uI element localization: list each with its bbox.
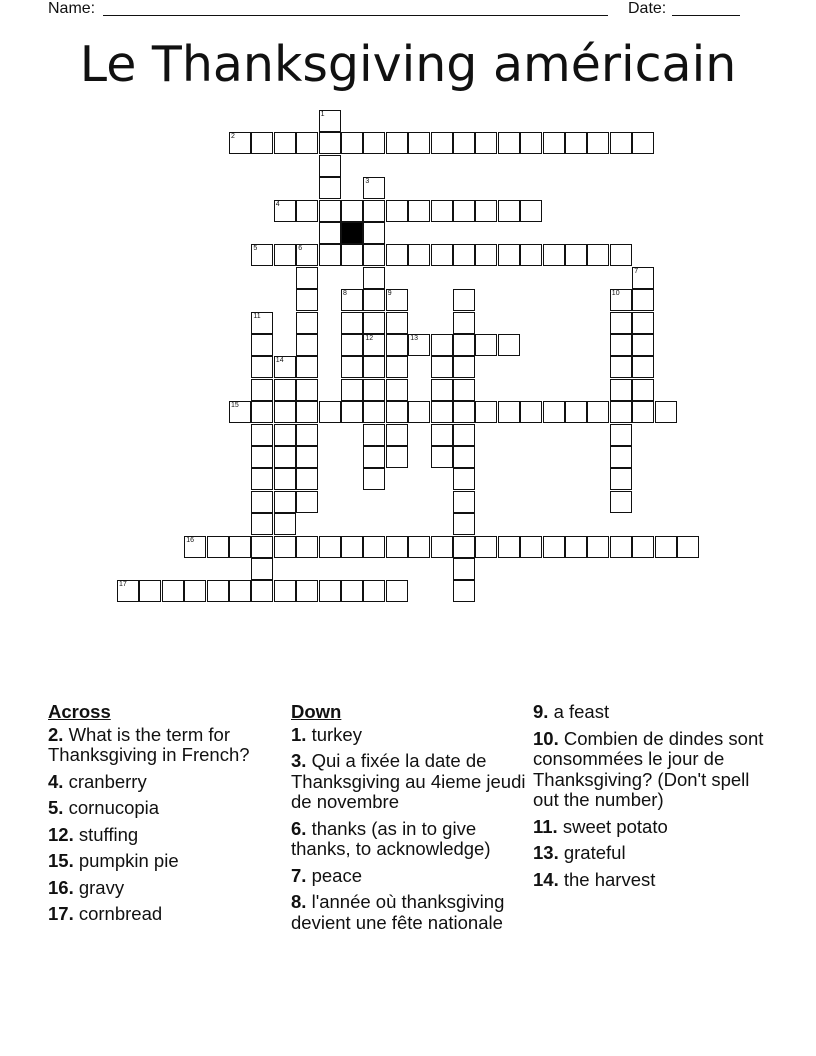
crossword-cell[interactable]: [453, 401, 475, 423]
crossword-cell[interactable]: [251, 580, 273, 602]
across-clues: [48, 702, 283, 931]
crossword-cell[interactable]: [453, 513, 475, 535]
crossword-cell[interactable]: [251, 356, 273, 378]
crossword-cell[interactable]: [386, 356, 408, 378]
crossword-cell[interactable]: [655, 401, 677, 423]
across-clue: [48, 878, 283, 899]
crossword-cell[interactable]: [296, 334, 318, 356]
crossword-cell[interactable]: [453, 491, 475, 513]
crossword-cell[interactable]: [475, 536, 497, 558]
crossword-cell[interactable]: [296, 379, 318, 401]
across-clue: [48, 851, 283, 872]
clue-number-label: 4.: [48, 770, 64, 792]
crossword-cell[interactable]: [520, 401, 542, 423]
crossword-cell[interactable]: [498, 200, 520, 222]
crossword-cell[interactable]: [677, 536, 699, 558]
crossword-cell[interactable]: [363, 312, 385, 334]
crossword-cell[interactable]: [386, 424, 408, 446]
clue-number: 7: [634, 267, 639, 275]
crossword-cell[interactable]: [453, 200, 475, 222]
crossword-cell[interactable]: [296, 491, 318, 513]
crossword-cell[interactable]: [184, 536, 206, 558]
crossword-cell[interactable]: [520, 536, 542, 558]
down-clue: [291, 751, 529, 813]
crossword-cell[interactable]: [655, 536, 677, 558]
crossword-cell[interactable]: [341, 356, 363, 378]
crossword-cell[interactable]: [610, 401, 632, 423]
crossword-cell[interactable]: [453, 312, 475, 334]
clue-number: 17: [119, 581, 127, 589]
crossword-cell[interactable]: [453, 558, 475, 580]
crossword-cell[interactable]: [251, 468, 273, 490]
crossword-cell[interactable]: [341, 200, 363, 222]
crossword-cell[interactable]: [453, 334, 475, 356]
crossword-cell[interactable]: [296, 267, 318, 289]
crossword-cell[interactable]: [274, 491, 296, 513]
crossword-cell[interactable]: [251, 334, 273, 356]
clue-text: gravy: [73, 876, 125, 898]
clue-text: thanks (as in to give thanks, to acknowledge): [291, 817, 491, 859]
crossword-cell[interactable]: [274, 513, 296, 535]
crossword-cell[interactable]: [251, 379, 273, 401]
crossword-cell[interactable]: [453, 132, 475, 154]
crossword-cell[interactable]: [386, 334, 408, 356]
clue-number-label: 6.: [291, 817, 307, 839]
crossword-cell[interactable]: [520, 200, 542, 222]
black-square: [341, 222, 363, 244]
crossword-cell[interactable]: [543, 132, 565, 154]
crossword-cell[interactable]: [363, 446, 385, 468]
clue-text: Qui a fixée la date de Thanksgiving au 4ieme jeudi de novembre: [291, 750, 526, 812]
crossword-cell[interactable]: [431, 379, 453, 401]
down-clue: [291, 819, 529, 860]
clue-number-label: 15.: [48, 850, 74, 871]
clue-number: 10: [611, 290, 620, 298]
crossword-cell[interactable]: [251, 401, 273, 423]
down-heading: Down: [291, 701, 342, 722]
crossword-cell[interactable]: [520, 132, 542, 154]
clue-number: 6: [298, 245, 303, 253]
crossword-cell[interactable]: [453, 244, 475, 266]
date-label: Date:: [628, 0, 667, 17]
crossword-cell[interactable]: [453, 580, 475, 602]
crossword-cell[interactable]: [251, 424, 273, 446]
crossword-cell[interactable]: [632, 379, 654, 401]
crossword-cell[interactable]: [453, 536, 475, 558]
crossword-cell[interactable]: [431, 401, 453, 423]
crossword-cell[interactable]: [296, 424, 318, 446]
crossword-cell[interactable]: [610, 244, 632, 266]
crossword-cell[interactable]: [431, 446, 453, 468]
down-clue: [533, 729, 773, 811]
crossword-cell[interactable]: [341, 334, 363, 356]
clue-number: 8: [343, 290, 347, 298]
crossword-cell[interactable]: [363, 468, 385, 490]
crossword-cell[interactable]: [475, 200, 497, 222]
crossword-cell[interactable]: [296, 200, 318, 222]
crossword-cell[interactable]: [453, 468, 475, 490]
crossword-cell[interactable]: [587, 132, 609, 154]
crossword-cell[interactable]: [363, 379, 385, 401]
crossword-cell[interactable]: [408, 334, 430, 356]
crossword-cell[interactable]: [251, 491, 273, 513]
crossword-cell[interactable]: [610, 356, 632, 378]
crossword-cell[interactable]: [319, 244, 341, 266]
crossword-cell[interactable]: [565, 244, 587, 266]
clue-number: 3: [365, 178, 370, 186]
crossword-cell[interactable]: [184, 580, 206, 602]
crossword-cell[interactable]: [341, 536, 363, 558]
crossword-cell[interactable]: [251, 244, 273, 266]
clue-number-label: 17.: [48, 903, 74, 924]
crossword-cell[interactable]: [296, 356, 318, 378]
crossword-cell[interactable]: [363, 580, 385, 602]
clue-number: 5: [253, 245, 258, 253]
crossword-cell[interactable]: [363, 132, 385, 154]
clue-text: the harvest: [558, 868, 656, 890]
clue-number: 13: [410, 335, 418, 342]
crossword-cell[interactable]: [565, 536, 587, 558]
down-clue: [533, 817, 773, 838]
crossword-cell[interactable]: [341, 289, 363, 311]
down-clue: [291, 866, 529, 887]
crossword-cell[interactable]: [229, 401, 251, 423]
crossword-cell[interactable]: [632, 536, 654, 558]
clue-number-label: 11.: [533, 815, 558, 837]
crossword-cell[interactable]: [408, 536, 430, 558]
crossword-cell[interactable]: [363, 536, 385, 558]
crossword-cell[interactable]: [408, 200, 430, 222]
clue-number: 15: [231, 402, 239, 410]
crossword-cell[interactable]: [431, 132, 453, 154]
clue-text: turkey: [306, 723, 362, 745]
crossword-cell[interactable]: [386, 446, 408, 468]
crossword-cell[interactable]: [632, 356, 654, 378]
crossword-cell[interactable]: [386, 132, 408, 154]
clue-number-label: 14.: [533, 868, 559, 890]
crossword-cell[interactable]: [453, 356, 475, 378]
crossword-cell[interactable]: [632, 312, 654, 334]
crossword-cell[interactable]: [319, 401, 341, 423]
crossword-cell[interactable]: [475, 401, 497, 423]
crossword-cell[interactable]: [610, 446, 632, 468]
clue-number: 11: [253, 312, 261, 320]
clue-number: 16: [186, 536, 194, 544]
crossword-cell[interactable]: [341, 132, 363, 154]
crossword-cell[interactable]: [341, 401, 363, 423]
crossword-cell[interactable]: [431, 356, 453, 378]
clue-number-label: 5.: [48, 797, 64, 818]
crossword-cell[interactable]: [162, 580, 184, 602]
crossword-cell[interactable]: [296, 289, 318, 311]
crossword-cell[interactable]: [363, 334, 385, 356]
crossword-cell[interactable]: [363, 200, 385, 222]
down-clue: [533, 702, 773, 723]
crossword-cell[interactable]: [587, 536, 609, 558]
clue-text: What is the term for Thanksgiving in French?: [48, 723, 250, 765]
crossword-cell[interactable]: [408, 132, 430, 154]
across-clue: [48, 772, 283, 793]
down-clue: [291, 725, 529, 746]
crossword-cell[interactable]: [251, 312, 273, 334]
crossword-cell[interactable]: [274, 580, 296, 602]
clue-number: 2: [231, 133, 235, 141]
crossword-cell[interactable]: [319, 155, 341, 177]
crossword-cell[interactable]: [431, 200, 453, 222]
page-title: Le Thanksgiving américain: [79, 36, 737, 93]
crossword-cell[interactable]: [296, 312, 318, 334]
clue-number: 9: [387, 290, 392, 298]
crossword-cell[interactable]: [207, 536, 229, 558]
crossword-cell[interactable]: [587, 244, 609, 266]
crossword-cell[interactable]: [386, 536, 408, 558]
across-clue: [48, 825, 283, 846]
clue-number: 4: [275, 200, 280, 208]
crossword-cell[interactable]: [274, 446, 296, 468]
crossword-cell[interactable]: [251, 513, 273, 535]
crossword-cell[interactable]: [431, 424, 453, 446]
crossword-cell[interactable]: [498, 401, 520, 423]
crossword-cell[interactable]: [386, 200, 408, 222]
clue-number-label: 9.: [533, 701, 549, 722]
crossword-cell[interactable]: [520, 244, 542, 266]
crossword-cell[interactable]: [251, 558, 273, 580]
crossword-cell[interactable]: [319, 177, 341, 199]
crossword-cell[interactable]: [296, 468, 318, 490]
crossword-cell[interactable]: [408, 401, 430, 423]
crossword-cell[interactable]: [319, 580, 341, 602]
crossword-cell[interactable]: [543, 244, 565, 266]
crossword-cell[interactable]: [386, 289, 408, 311]
crossword-cell[interactable]: [274, 379, 296, 401]
clue-text: cranberry: [63, 770, 147, 792]
crossword-cell[interactable]: [453, 289, 475, 311]
crossword-cell[interactable]: [565, 132, 587, 154]
clue-text: sweet potato: [557, 815, 668, 837]
crossword-cell[interactable]: [386, 244, 408, 266]
crossword-cell[interactable]: [274, 132, 296, 154]
crossword-cell[interactable]: [319, 200, 341, 222]
crossword-cell[interactable]: [498, 536, 520, 558]
across-heading: Across: [48, 701, 111, 722]
crossword-cell[interactable]: [632, 334, 654, 356]
crossword-cell[interactable]: [610, 424, 632, 446]
crossword-cell[interactable]: [251, 536, 273, 558]
clue-number-label: 2.: [48, 723, 64, 745]
crossword-cell[interactable]: [475, 244, 497, 266]
crossword-cell[interactable]: [363, 177, 385, 199]
crossword-cell[interactable]: [610, 334, 632, 356]
clue-text: a feast: [548, 701, 610, 722]
crossword-cell[interactable]: [229, 536, 251, 558]
clue-text: Combien de dindes sont consommées le jour de Thanksgiving? (Don't spell out the number): [533, 727, 764, 810]
crossword-cell[interactable]: [610, 379, 632, 401]
crossword-cell[interactable]: [587, 401, 609, 423]
crossword-cell[interactable]: [610, 132, 632, 154]
crossword-cell[interactable]: [475, 334, 497, 356]
down-clue: [533, 843, 773, 864]
clue-number: 12: [365, 335, 374, 342]
down-clues: [291, 702, 529, 939]
clue-number-label: 16.: [48, 876, 74, 898]
crossword-cell[interactable]: [475, 132, 497, 154]
down-clue: [533, 870, 773, 891]
clue-number: 14: [275, 357, 284, 365]
crossword-cell[interactable]: [610, 468, 632, 490]
crossword-cell[interactable]: [498, 334, 520, 356]
down-clues-continued: [533, 702, 773, 896]
crossword-cell[interactable]: [341, 379, 363, 401]
crossword-cell[interactable]: [363, 222, 385, 244]
crossword-cell[interactable]: [610, 536, 632, 558]
clue-number-label: 8.: [291, 891, 307, 912]
crossword-cell[interactable]: [363, 267, 385, 289]
crossword-cell[interactable]: [453, 424, 475, 446]
crossword-cell[interactable]: [274, 244, 296, 266]
clue-text: stuffing: [73, 823, 139, 845]
crossword-cell[interactable]: [296, 244, 318, 266]
crossword-cell[interactable]: [341, 580, 363, 602]
across-clue: [48, 904, 283, 925]
crossword-cell[interactable]: [117, 580, 139, 602]
crossword-cell[interactable]: [251, 132, 273, 154]
clue-number-label: 7.: [291, 864, 307, 886]
clue-text: cornucopia: [63, 797, 160, 818]
crossword-cell[interactable]: [274, 468, 296, 490]
crossword-cell[interactable]: [229, 580, 251, 602]
crossword-cell[interactable]: [386, 580, 408, 602]
down-clue: [291, 892, 529, 933]
crossword-cell[interactable]: [319, 222, 341, 244]
crossword-cell[interactable]: [386, 379, 408, 401]
crossword-cell[interactable]: [610, 289, 632, 311]
crossword-cell[interactable]: [386, 401, 408, 423]
crossword-cell[interactable]: [139, 580, 161, 602]
crossword-cell[interactable]: [296, 580, 318, 602]
crossword-cell[interactable]: [408, 244, 430, 266]
crossword-cell[interactable]: [296, 132, 318, 154]
crossword-cell[interactable]: [565, 401, 587, 423]
crossword-cell[interactable]: [296, 401, 318, 423]
crossword-cell[interactable]: [274, 536, 296, 558]
clue-number-label: 13.: [533, 842, 559, 863]
crossword-cell[interactable]: [363, 289, 385, 311]
crossword-cell[interactable]: [453, 379, 475, 401]
crossword-cell[interactable]: [274, 200, 296, 222]
crossword-cell[interactable]: [610, 312, 632, 334]
crossword-cell[interactable]: [274, 356, 296, 378]
clue-number-label: 3.: [291, 750, 307, 771]
name-label: Name:: [48, 0, 96, 17]
clue-text: cornbread: [73, 903, 163, 924]
crossword-cell[interactable]: [431, 244, 453, 266]
crossword-cell[interactable]: [363, 244, 385, 266]
crossword-cell[interactable]: [632, 267, 654, 289]
crossword-cell[interactable]: [274, 424, 296, 446]
across-clue: [48, 725, 283, 766]
crossword-cell[interactable]: [363, 401, 385, 423]
clue-text: peace: [306, 864, 362, 886]
crossword-cell[interactable]: [363, 424, 385, 446]
crossword-cell[interactable]: [386, 312, 408, 334]
clue-number-label: 12.: [48, 823, 74, 845]
crossword-cell[interactable]: [229, 132, 251, 154]
crossword-cell[interactable]: [363, 356, 385, 378]
crossword-cell[interactable]: [543, 536, 565, 558]
clue-text: l'année où thanksgiving devient une fête nationale: [291, 891, 505, 933]
crossword-cell[interactable]: [319, 110, 341, 132]
across-clue: [48, 798, 283, 819]
crossword-cell[interactable]: [319, 536, 341, 558]
crossword-cell[interactable]: [632, 289, 654, 311]
clue-text: pumpkin pie: [73, 850, 179, 871]
crossword-cell[interactable]: [296, 536, 318, 558]
crossword-cell[interactable]: [431, 334, 453, 356]
crossword-cell[interactable]: [431, 536, 453, 558]
crossword-cell[interactable]: [632, 132, 654, 154]
crossword-cell[interactable]: [274, 401, 296, 423]
clue-number-label: 10.: [533, 727, 559, 749]
crossword-cell[interactable]: [498, 244, 520, 266]
crossword-cell[interactable]: [296, 446, 318, 468]
crossword-cell[interactable]: [319, 132, 341, 154]
crossword-cell[interactable]: [498, 132, 520, 154]
clue-number: 1: [320, 111, 325, 118]
crossword-cell[interactable]: [341, 312, 363, 334]
crossword-cell[interactable]: [610, 491, 632, 513]
crossword-cell[interactable]: [341, 244, 363, 266]
clue-number-label: 1.: [291, 723, 307, 745]
crossword-cell[interactable]: [632, 401, 654, 423]
crossword-cell[interactable]: [251, 446, 273, 468]
crossword-cell[interactable]: [207, 580, 229, 602]
crossword-cell[interactable]: [453, 446, 475, 468]
clue-text: grateful: [558, 842, 626, 863]
crossword-cell[interactable]: [543, 401, 565, 423]
